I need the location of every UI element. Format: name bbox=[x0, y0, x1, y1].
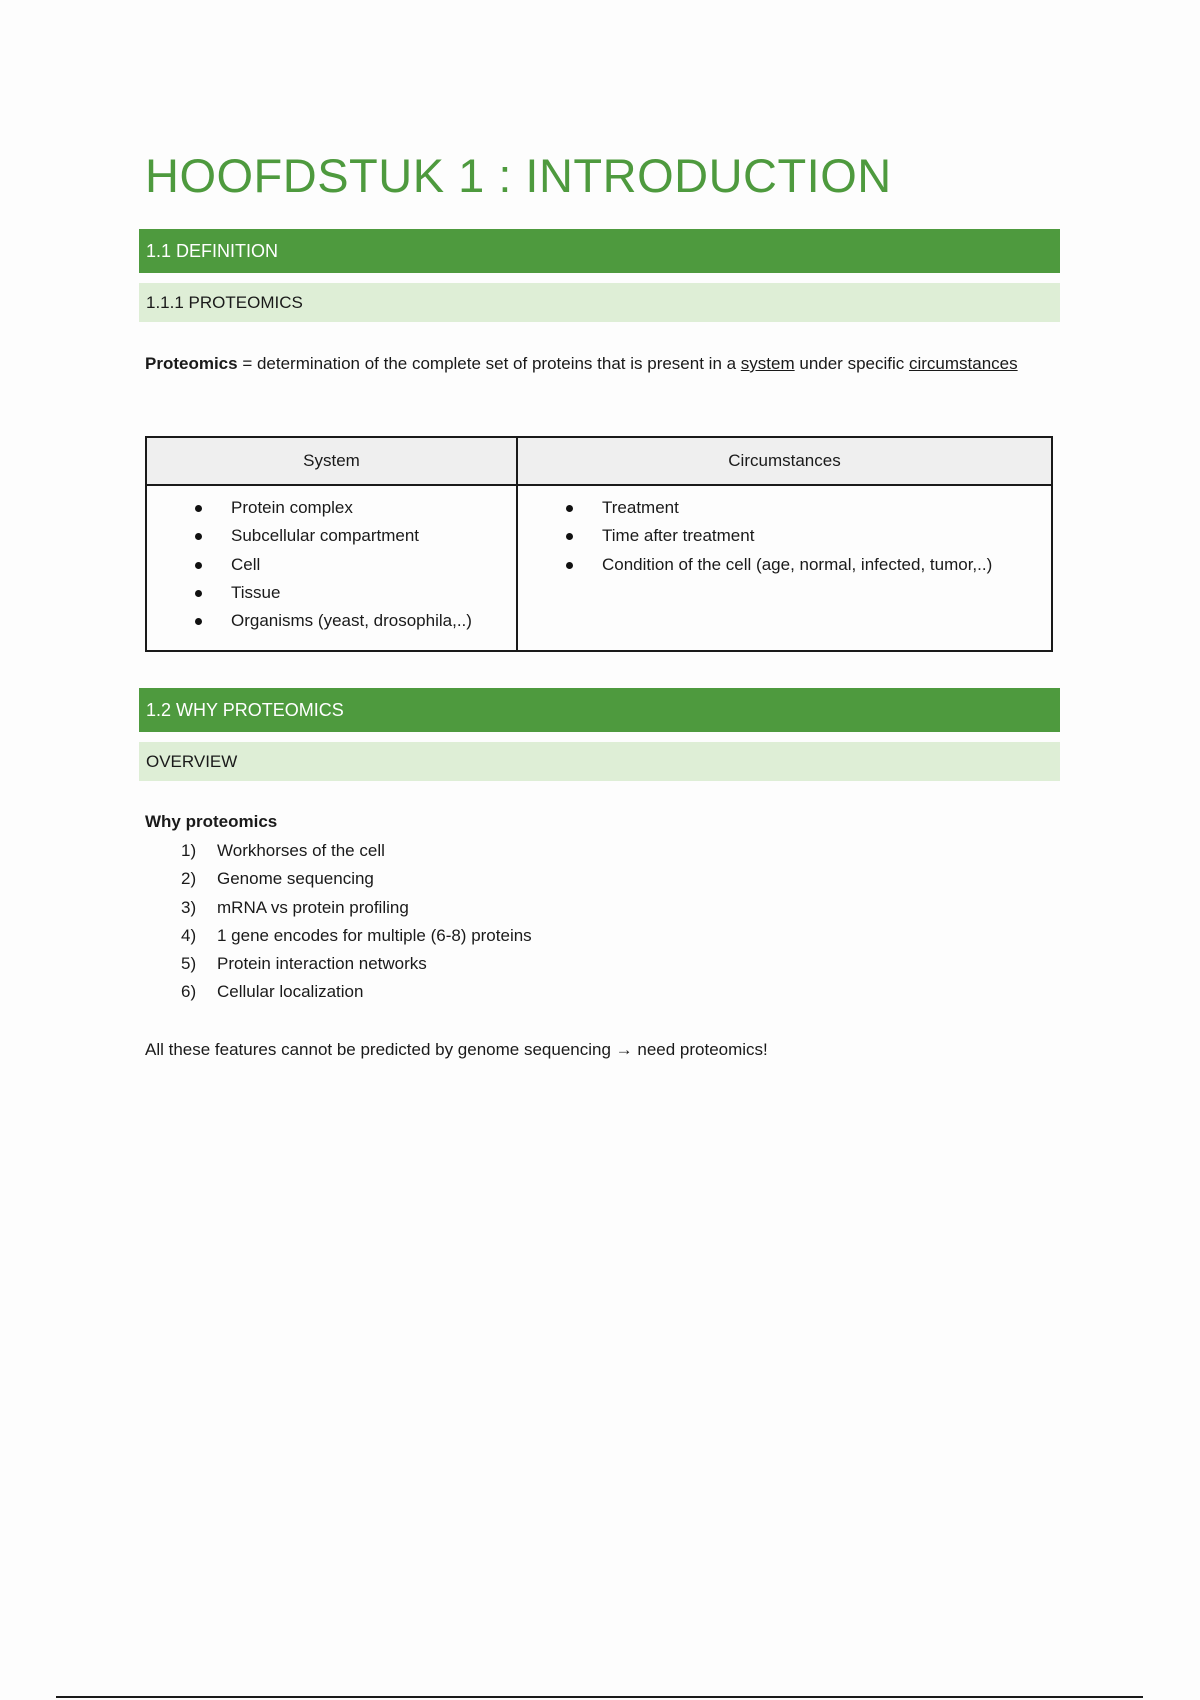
definition-text-part-2: under specific bbox=[794, 354, 909, 373]
definition-paragraph bbox=[145, 350, 1025, 378]
list-item bbox=[145, 837, 532, 865]
list-item: Tissue bbox=[195, 579, 516, 607]
section-heading-why-proteomics: 1.2 WHY PROTEOMICS bbox=[139, 688, 1060, 732]
circumstances-list bbox=[518, 494, 1051, 579]
list-item-text: Workhorses of the cell bbox=[217, 841, 385, 860]
list-item-number: 1) bbox=[181, 841, 197, 860]
definition-term: Proteomics bbox=[145, 354, 238, 373]
why-list-title: Why proteomics bbox=[145, 812, 278, 831]
list-item bbox=[145, 865, 532, 893]
list-item-text: Protein interaction networks bbox=[217, 954, 427, 974]
list-item-number: 2) bbox=[181, 869, 197, 889]
list-item bbox=[145, 894, 532, 922]
chapter-title: HOOFDSTUK 1 : INTRODUCTION bbox=[145, 149, 892, 202]
list-item bbox=[145, 978, 532, 1006]
definition-underlined-system: system bbox=[740, 354, 795, 373]
definition-underlined-circumstances: circumstances bbox=[908, 354, 1018, 373]
table-cell-circumstances bbox=[518, 486, 1051, 650]
system-circumstances-table bbox=[145, 436, 1053, 652]
list-item: Condition of the cell (age, normal, infected, tumor,..) bbox=[566, 551, 1051, 579]
list-item-number: 4) bbox=[181, 925, 197, 945]
list-item: Organisms (yeast, drosophila,..) bbox=[195, 607, 516, 635]
table-header-circumstances: Circumstances bbox=[518, 438, 1051, 486]
list-item-number: 5) bbox=[181, 954, 197, 974]
system-list bbox=[147, 494, 516, 635]
list-item: Cell bbox=[195, 551, 516, 579]
list-item: Protein complex bbox=[195, 494, 516, 522]
list-item: Time after treatment bbox=[566, 522, 1051, 550]
list-item: Subcellular compartment bbox=[195, 522, 516, 550]
list-item-text: Cellular localization bbox=[217, 982, 364, 1002]
list-item-text: 1 gene encodes for multiple (6-8) proteins bbox=[217, 925, 532, 945]
table-cell-system bbox=[147, 486, 518, 650]
list-item-number: 6) bbox=[181, 982, 197, 1002]
list-item-number: 3) bbox=[181, 897, 197, 917]
conclusion-paragraph: All these features cannot be predicted by genome sequencing → need proteomics! bbox=[145, 1040, 768, 1059]
list-item bbox=[145, 922, 532, 950]
section-heading-definition: 1.1 DEFINITION bbox=[139, 229, 1060, 273]
list-item-text: mRNA vs protein profiling bbox=[217, 897, 409, 917]
table-header-system: System bbox=[147, 438, 518, 486]
list-item: Treatment bbox=[566, 494, 1051, 522]
subsection-heading-proteomics: 1.1.1 PROTEOMICS bbox=[139, 283, 1060, 322]
footer-divider bbox=[56, 1696, 1143, 1698]
list-item bbox=[145, 950, 532, 978]
definition-text-part-1: = determination of the complete set of proteins that is present in a bbox=[237, 354, 741, 373]
list-item-text: Genome sequencing bbox=[217, 869, 374, 889]
why-proteomics-list bbox=[145, 837, 532, 1007]
subsection-heading-overview: OVERVIEW bbox=[139, 742, 1060, 781]
